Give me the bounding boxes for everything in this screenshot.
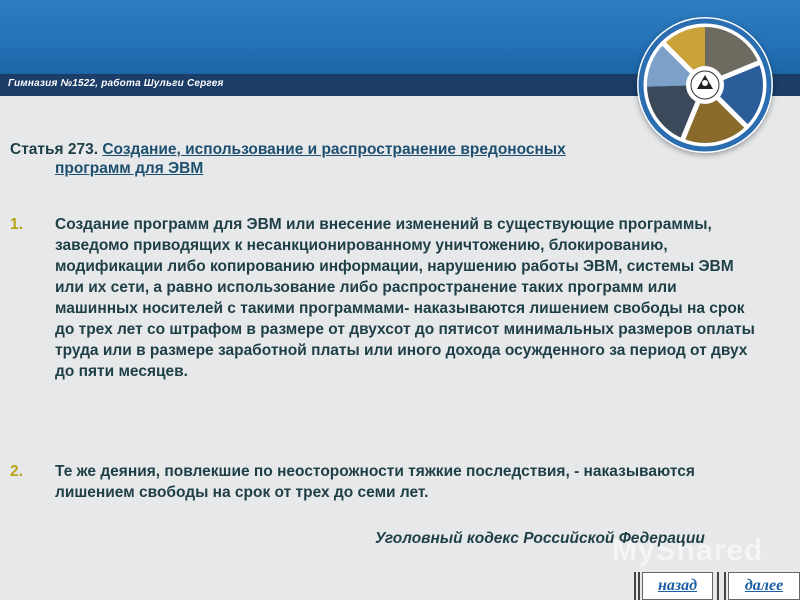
list-item-text: Те же деяния, повлекшие по неосторожности тяжкие последствия, - наказываются лишением свободы на срок от трех до семи лет. (55, 463, 695, 501)
next-button[interactable]: далее (728, 572, 800, 600)
list-item (10, 461, 760, 503)
nav-divider (717, 572, 726, 600)
watermark: MyShared (612, 534, 764, 567)
slide-content (0, 96, 800, 600)
article-number: Статья 273. (10, 141, 99, 158)
list-item (10, 214, 760, 382)
list-marker: 2. (10, 463, 23, 480)
article-title-link-cont[interactable]: программ для ЭВМ (55, 160, 204, 177)
source-citation: Уголовный кодекс Российской Федерации (375, 530, 705, 547)
list-marker: 1. (10, 216, 23, 233)
article-title-link[interactable]: Создание, использование и распространение вредоносных (102, 141, 566, 158)
article-heading (10, 140, 750, 178)
school-caption: Гимназия №1522, работа Шульги Сергея (8, 78, 224, 89)
nav-divider (634, 572, 640, 600)
back-button[interactable]: назад (642, 572, 713, 600)
list-item-text: Создание программ для ЭВМ или внесение изменений в существующие программы, заведомо приводящих к несанкционированному уничтожению, блокированию, модификации либо копированию информации, нарушению работы ЭВМ, системы ЭВМ или их сети, а равно использование либо распространение таких программ или машинных носителей с такими программами- наказываются лишением свободы на срок до трех лет со штрафом в размере от двухсот до пятисот минимальных размеров оплаты труда или в размере заработной платы или иного дохода осужденного за период от двух до пяти месяцев. (55, 216, 755, 380)
